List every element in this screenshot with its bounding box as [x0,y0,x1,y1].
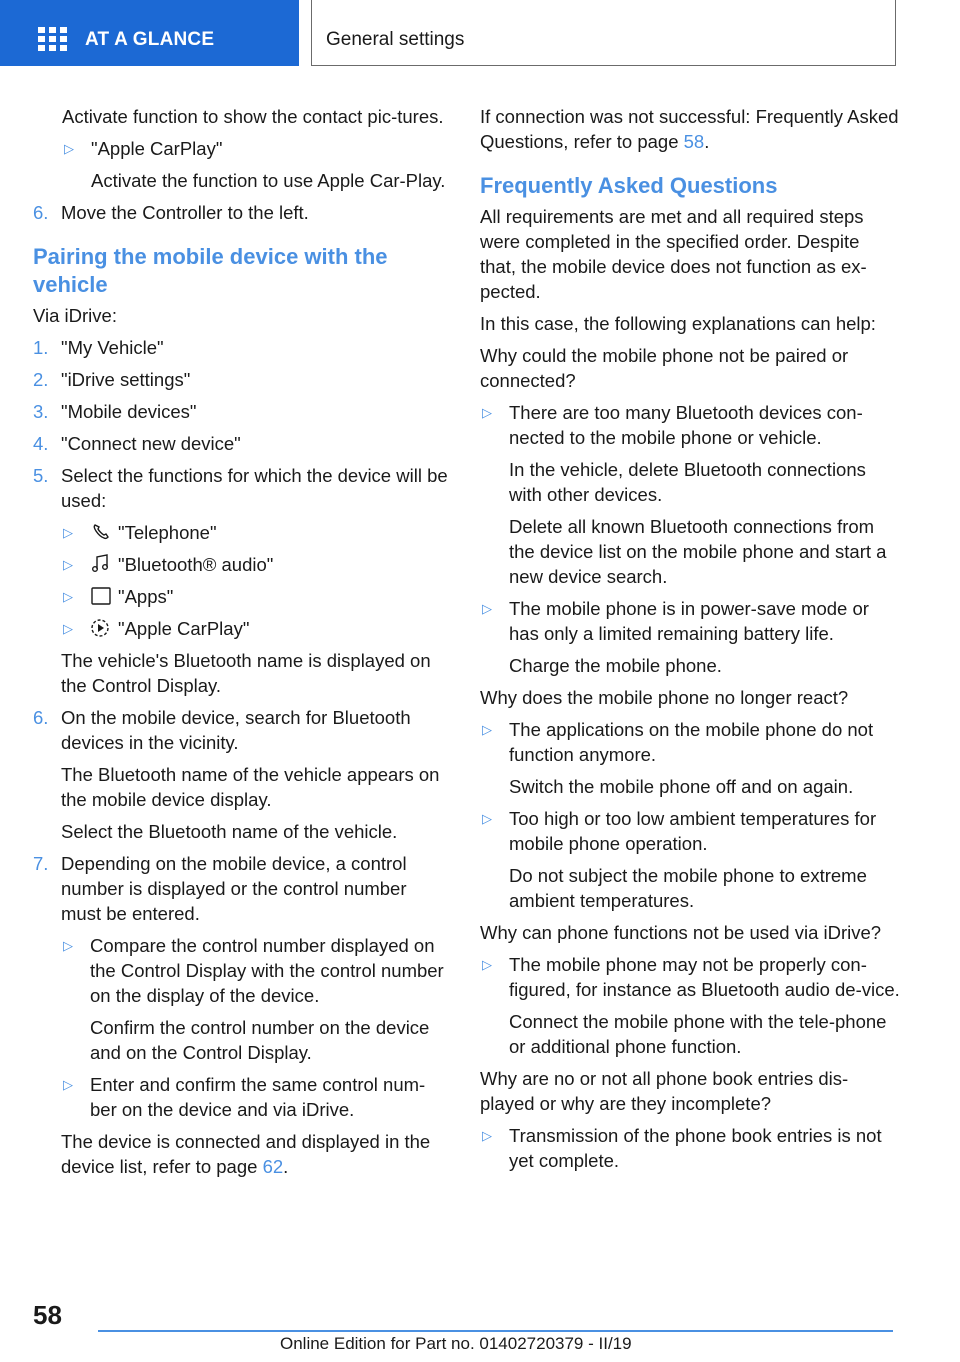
numbered-step [33,851,451,926]
paragraph: Activate function to show the contact pic-tures. [62,106,444,127]
tab-label: AT A GLANCE [85,29,215,50]
bullet-item [61,1072,451,1122]
bullet-item [480,952,900,1002]
music-note-icon [90,554,112,574]
bullet-item [480,596,900,646]
bullet-item [61,520,451,545]
bullet-text: The mobile phone is in power-save mode or has only a limited remaining battery life. [509,598,869,644]
bullet-icon: ▷ [64,141,74,156]
bullet-text: Transmission of the phone book entries is not yet complete. [509,1125,882,1171]
bullet-icon: ▷ [482,811,492,826]
text: The device is connected and displayed in the device list, refer to page [61,1131,431,1177]
paragraph: Select the Bluetooth name of the vehicle. [61,821,398,842]
step-number: 5. [33,465,49,486]
section-heading: Pairing the mobile device with the vehicle [33,244,388,297]
paragraph [61,1129,451,1179]
paragraph: The Bluetooth name of the vehicle appears on the mobile device display. [61,764,440,810]
page-link[interactable]: 62 [262,1156,284,1177]
bullet-icon: ▷ [63,525,73,540]
edition-text: Online Edition for Part no. 01402720379 - II/19 [280,1334,632,1353]
paragraph: Delete all known Bluetooth connections from the device list on the mobile phone and start a new device search. [509,516,887,587]
step-number: 6. [33,707,49,728]
section-title: General settings [326,29,465,50]
paragraph [480,104,900,154]
question: Why could the mobile phone not be paired or connected? [480,345,849,391]
bullet-icon: ▷ [482,601,492,616]
bullet-item [61,616,451,641]
numbered-step [33,335,451,360]
paragraph: Switch the mobile phone off and on again. [509,776,854,797]
bullet-text: Too high or too low ambient temperatures for mobile phone operation. [509,808,877,854]
paragraph: Charge the mobile phone. [509,655,722,676]
bullet-item [480,806,900,856]
paragraph: The vehicle's Bluetooth name is displayed on the Control Display. [61,650,431,696]
page-header [0,0,960,66]
bullet-item [61,584,451,609]
step-text: "iDrive settings" [61,369,191,390]
step-number: 6. [33,202,49,223]
step-text: On the mobile device, search for Bluetooth devices in the vicinity. [61,707,411,753]
step-text: Depending on the mobile device, a control number is displayed or the control number must be entered. [61,853,407,924]
step-number: 2. [33,369,49,390]
bullet-icon: ▷ [482,957,492,972]
paragraph: Connect the mobile phone with the tele-phone or additional phone function. [509,1011,887,1057]
numbered-step [33,399,451,424]
apps-icon [90,586,112,606]
function-label: "Apple CarPlay" [118,618,250,639]
text: . [704,131,710,152]
text: . [283,1156,289,1177]
bullet-icon: ▷ [63,589,73,604]
paragraph: In the vehicle, delete Bluetooth connections with other devices. [509,459,866,505]
grid-icon [38,27,68,51]
paragraph: Confirm the control number on the device and on the Control Display. [90,1017,430,1063]
bullet-text: The mobile phone may not be properly con-figured, for instance as Bluetooth audio de-vice. [509,954,900,1000]
carplay-icon [90,618,112,638]
step-number: 7. [33,853,49,874]
phone-icon [90,522,112,542]
numbered-step [33,367,451,392]
step-text: "My Vehicle" [61,337,164,358]
numbered-step [33,200,451,225]
section-heading: Frequently Asked Questions [480,173,778,198]
question: Why are no or not all phone book entries dis-played or why are they incomplete? [480,1068,849,1114]
bullet-item [480,717,900,767]
bullet-text: "Apple CarPlay" [91,138,223,159]
bullet-item [480,400,900,450]
function-label: "Apps" [118,586,174,607]
bullet-item [62,136,451,161]
bullet-text: Compare the control number displayed on the Control Display with the control number on the display of the device. [90,935,444,1006]
paragraph: Do not subject the mobile phone to extreme ambient temperatures. [509,865,867,911]
numbered-step [33,463,451,513]
page-number: 58 [33,1300,62,1330]
function-label: "Bluetooth® audio" [118,554,274,575]
bullet-icon: ▷ [63,938,73,953]
paragraph: In this case, the following explanations can help: [480,313,876,334]
footer-divider [98,1330,893,1332]
bullet-icon: ▷ [482,722,492,737]
step-text: "Mobile devices" [61,401,197,422]
text: If connection was not successful: Frequently Asked Questions, refer to page [480,106,899,152]
paragraph: Activate the function to use Apple Car-Play. [91,170,446,191]
bullet-text: There are too many Bluetooth devices con-nected to the mobile phone or vehicle. [509,402,863,448]
page-link[interactable]: 58 [683,131,705,152]
bullet-item [61,933,451,1008]
at-a-glance-tab[interactable] [0,0,299,66]
bullet-icon: ▷ [63,557,73,572]
bullet-text: The applications on the mobile phone do not function anymore. [509,719,874,765]
step-number: 3. [33,401,49,422]
paragraph: All requirements are met and all required steps were completed in the specified order. Despite that, the mobile device does not function as ex-pected. [480,206,867,302]
step-text: "Connect new device" [61,433,241,454]
function-label: "Telephone" [118,522,217,543]
step-text: Select the functions for which the device will be used: [61,465,448,511]
step-number: 4. [33,433,49,454]
bullet-item [61,552,451,577]
bullet-icon: ▷ [63,1077,73,1092]
question: Why can phone functions not be used via iDrive? [480,922,882,943]
paragraph: Via iDrive: [33,305,117,326]
left-column [33,104,451,1186]
step-number: 1. [33,337,49,358]
numbered-step [33,705,451,755]
bullet-text: Enter and confirm the same control num-ber on the device and via iDrive. [90,1074,426,1120]
numbered-step [33,431,451,456]
bullet-item [480,1123,900,1173]
section-title-box [311,0,896,66]
bullet-icon: ▷ [63,621,73,636]
bullet-icon: ▷ [482,405,492,420]
question: Why does the mobile phone no longer react? [480,687,849,708]
bullet-icon: ▷ [482,1128,492,1143]
right-column [480,104,900,1180]
step-text: Move the Controller to the left. [61,202,309,223]
